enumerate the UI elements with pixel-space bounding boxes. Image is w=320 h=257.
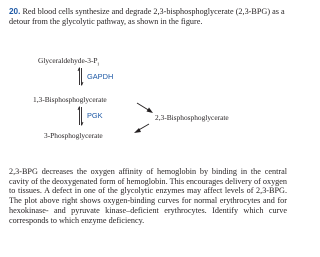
arrow-to-23bpg-head	[147, 108, 154, 114]
pgk-label: PGK	[87, 111, 103, 120]
question-number: 20.	[9, 7, 21, 16]
gapdh-label: GAPDH	[87, 72, 114, 81]
glyceraldehyde-3-p-label: Glyceraldehyde-$3-P_i$	[38, 56, 99, 68]
pg3-label: 3-Phosphoglycerate	[44, 131, 103, 140]
arrow-to-3pg-head	[134, 128, 141, 133]
bpg13-label: 1,3-Bisphosphoglycerate	[33, 95, 107, 104]
bpg23-label: 2,3-Bisphosphoglycerate	[155, 113, 229, 122]
glyceraldehyde-subscript: i	[97, 62, 99, 68]
question-intro-text: Red blood cells synthesize and degrade 2,3-bisphosphoglycerate (2,3-BPG) as a detour from the glycolytic pathway, as shown in the figure.	[9, 7, 285, 26]
question-body: 2,3-BPG decreases the oxygen affinity of hemoglobin by binding in the central cavity of the deoxygenated form of hemoglobin. This encourages delivery of oxygen to tissues. A defect in one of the glycolytic enzymes may affect levels of 2,3-BPG. The plot above right shows oxygen-binding curves for normal erythrocytes and for hexokinase- and pyruvate kinase–deficient erythrocytes. Identify which curve corresponds to which enzyme deficiency.	[9, 167, 287, 225]
